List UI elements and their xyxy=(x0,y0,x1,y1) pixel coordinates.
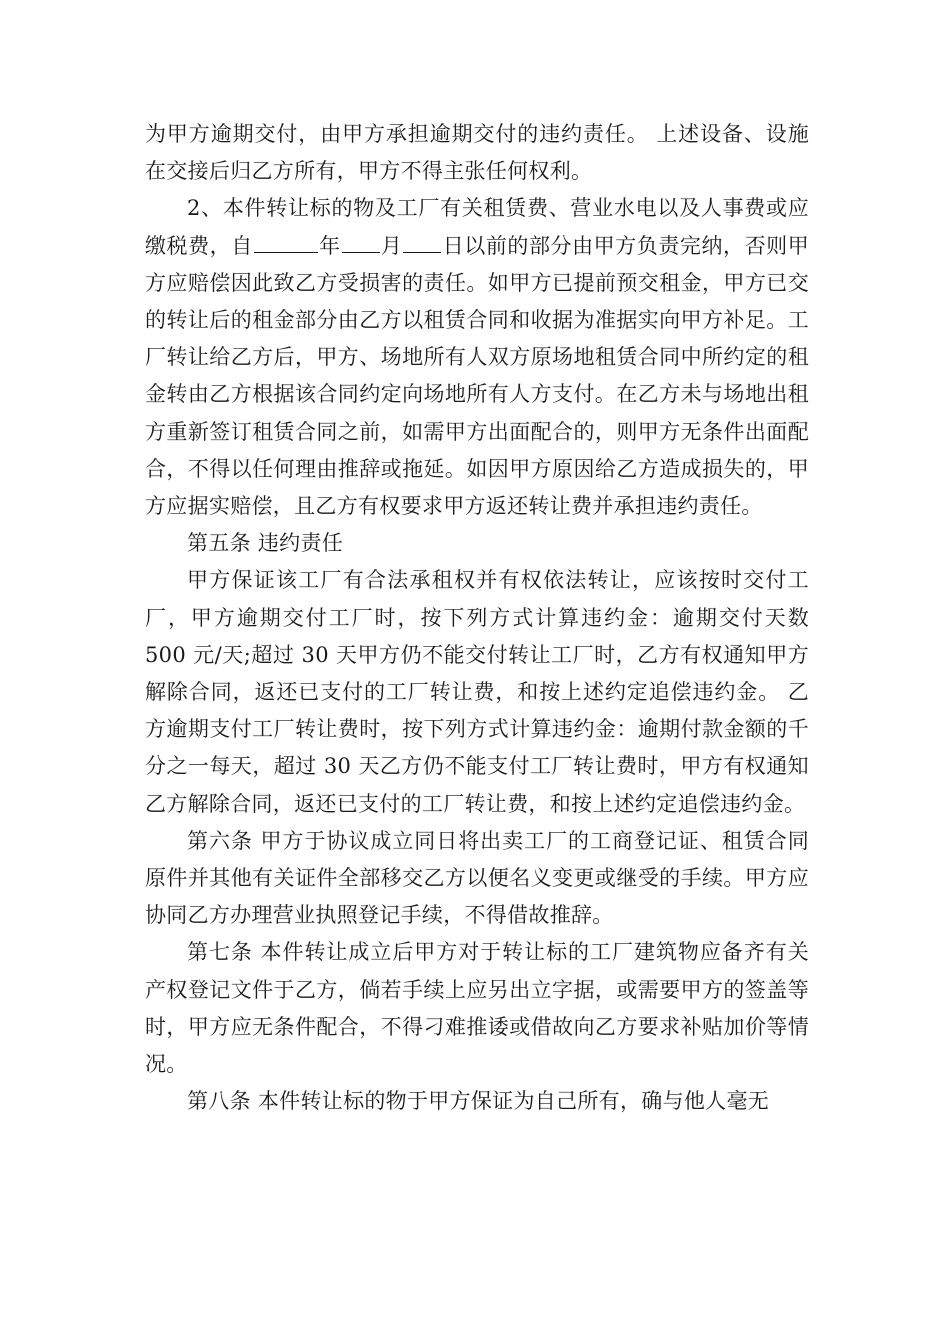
paragraph-clause-2 xyxy=(145,190,809,525)
clause-2-text-start: 2、本件转让标的物及工厂有关租赁费、营业水电以及人事费或应缴税费，自 xyxy=(145,196,809,258)
year-blank xyxy=(254,230,318,253)
document-body xyxy=(145,116,809,1120)
clause-2-text-end: 日以前的部分由甲方负责完纳，否则甲方应赔偿因此致乙方受损害的责任。如甲方已提前预交租金，甲方已交的转让后的租金部分由乙方以租赁合同和收据为准据实向甲方补足。工厂转让给乙方后，甲方、场地所有人双方原场地租赁合同中所约定的租金转由乙方根据该合同约定向场地所有人方支付。在乙方未与场地出租方重新签订租赁合同之前，如需甲方出面配合的，则甲方无条件出面配合，不得以任何理由推辞或拖延。如因甲方原因给乙方造成损失的，甲方应据实赔偿，且乙方有权要求甲方返还转让费并承担违约责任。 xyxy=(145,233,809,519)
paragraph-article-6: 第六条 甲方于协议成立同日将出卖工厂的工商登记证、租赁合同原件并其他有关证件全部移交乙方以便名义变更或继受的手续。甲方应协同乙方办理营业执照登记手续，不得借故推辞。 xyxy=(145,828,809,928)
paragraph-article-8: 第八条 本件转让标的物于甲方保证为自己所有，确与他人毫无 xyxy=(187,1089,770,1114)
paragraph-article-5: 甲方保证该工厂有合法承租权并有权依法转让，应该按时交付工厂，甲方逾期交付工厂时，按下列方式计算违约金：逾期交付天数 500 元/天;超过 30 天甲方仍不能交付转让工厂时，乙方有权通知甲方解除合同，返还已支付的工厂转让费，和按上述约定追偿违约金。 乙方逾期支付工厂转让费时，按下列方式计算违约金：逾期付款金额的千分之一每天，超过 30 天乙方仍不能支付工厂转让费时，甲方有权通知乙方解除合同，返还已支付的工厂转让费，和按上述约定追偿违约金。 xyxy=(145,568,809,816)
month-blank xyxy=(342,230,380,253)
day-blank xyxy=(403,230,441,253)
month-label: 月 xyxy=(380,233,403,258)
paragraph-article-7: 第七条 本件转让成立后甲方对于转让标的工厂建筑物应备齐有关产权登记文件于乙方，倘若手续上应另出立字据，或需要甲方的签盖等时，甲方应无条件配合，不得刁难推诿或借故向乙方要求补贴加价等情况。 xyxy=(145,940,809,1077)
article-5-heading: 第五条 违约责任 xyxy=(187,531,344,556)
year-label: 年 xyxy=(318,233,341,258)
paragraph-continuation: 为甲方逾期交付，由甲方承担逾期交付的违约责任。 上述设备、设施在交接后归乙方所有，甲方不得主张任何权利。 xyxy=(145,122,809,184)
